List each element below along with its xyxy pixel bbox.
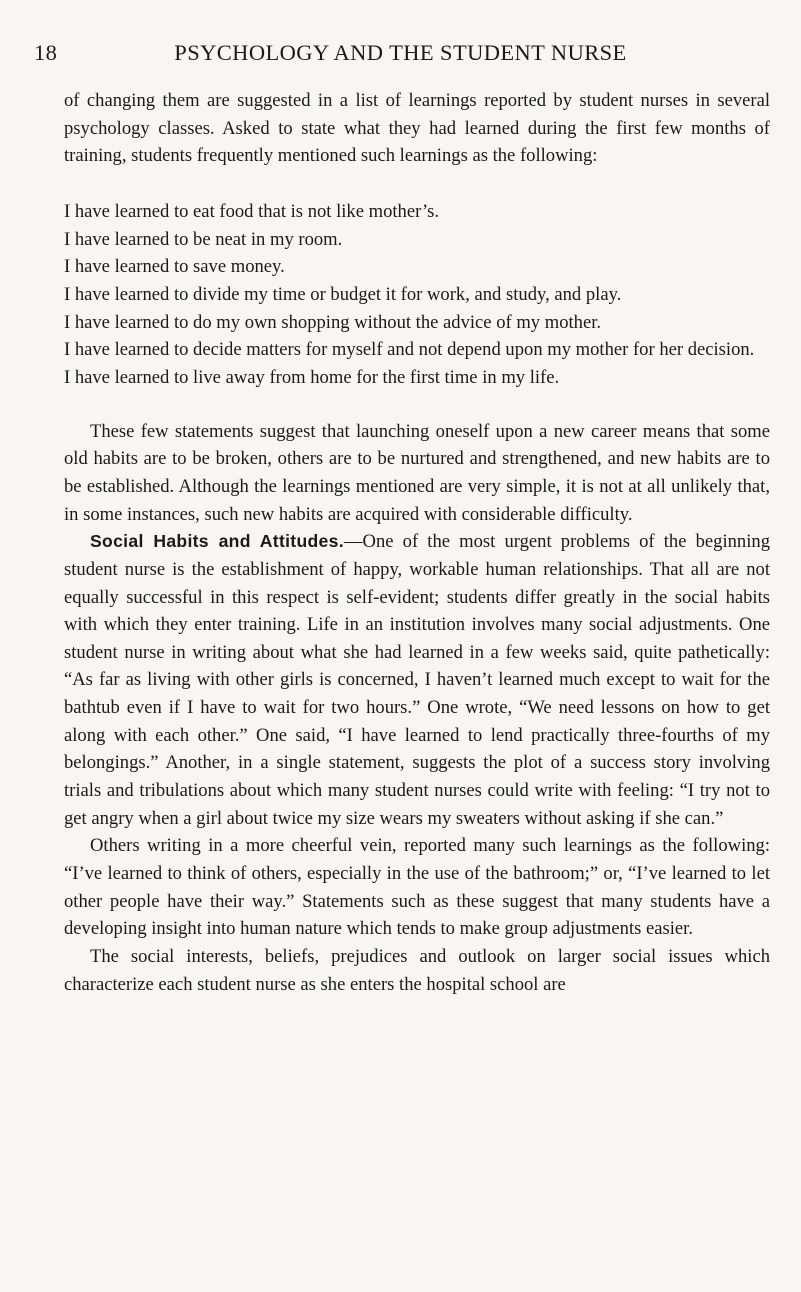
page-number: 18 xyxy=(34,40,58,65)
section-text: —One of the most urgent problems of the beginning student nurse is the establishment of happy, workable human relationships. That all are not equally successful in this respect is self-evident; students differ greatly in the social habits with which they enter training. Life in an institution involves many social adjustments. One student nurse in writing about what she had learned in a few weeks said, quite pathetically: “As far as living with other girls is concerned, I haven’t learned much except to wait for the bathtub even if I have to wait for two hours.” One wrote, “We need lessons on how to get along with each other.” One said, “I have learned to lend practically three-fourths of my belongings.” Another, in a single statement, suggests the plot of a success story involving trials and tribulations about which many student nurses could write with feeling: “I try not to get angry when a girl about twice my size wears my sweaters without asking if she can.” xyxy=(64,531,770,829)
page-header xyxy=(34,40,767,80)
list-item: I have learned to eat food that is not like mother’s. xyxy=(64,200,440,222)
paragraph-social-interests: The social interests, beliefs, prejudices and outlook on larger social issues which characterize each student nurse as she enters the hospital school are xyxy=(64,946,770,995)
list-item: I have learned to save money. xyxy=(64,256,285,278)
section-heading: Social Habits and Attitudes. xyxy=(90,531,344,552)
list-item: I have learned to live away from home for the first time in my life. xyxy=(64,366,560,388)
list-item: I have learned to divide my time or budget it for work, and study, and play. xyxy=(64,283,622,305)
list-item: I have learned to do my own shopping without the advice of my mother. xyxy=(64,311,602,333)
intro-paragraph: of changing them are suggested in a list of learnings reported by student nurses in several psychology classes. Asked to state what they had learned during the first few months of training, students frequently mentioned such learnings as the following: xyxy=(64,90,770,167)
learnings-list xyxy=(64,198,770,392)
paragraph-cheerful-vein: Others writing in a more cheerful vein, reported many such learnings as the following: “I’ve learned to think of others, especially in the use of the bathroom;” or, “I’ve learned to let other people have their way.” Statements such as these suggest that many students have a developing insight into human nature which tends to make group adjustments easier. xyxy=(64,835,770,940)
list-item: I have learned to decide matters for myself and not depend upon my mother for her decision. xyxy=(64,339,755,361)
paragraph-statements: These few statements suggest that launching oneself upon a new career means that some old habits are to be broken, others are to be nurtured and strengthened, and new habits are to be established. Although the learnings mentioned are very simple, it is not at all unlikely that, in some instances, such new habits are acquired with considerable difficulty. xyxy=(64,420,770,525)
list-item: I have learned to be neat in my room. xyxy=(64,228,343,250)
running-title: PSYCHOLOGY AND THE STUDENT NURSE xyxy=(174,40,627,65)
paragraph-social-habits xyxy=(64,528,770,832)
body-text xyxy=(64,87,770,998)
